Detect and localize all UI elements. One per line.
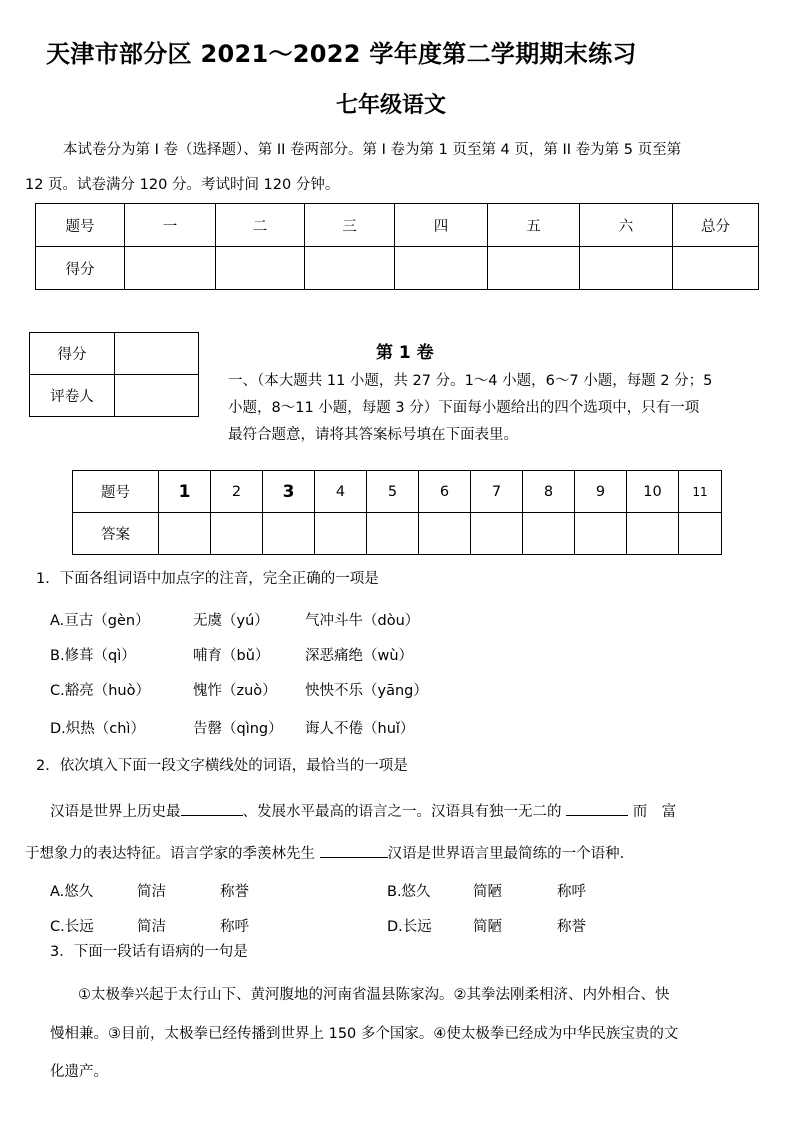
q1-option-b-3: 深恶痛绝（wù） xyxy=(305,648,414,664)
answer-header-cell: 11 xyxy=(679,471,722,513)
q1-option-b-2: 哺育（bǔ） xyxy=(193,648,270,664)
score-input-cell[interactable] xyxy=(395,247,488,290)
score-input-cell[interactable] xyxy=(125,247,216,290)
q2-option-a-1: A.悠久 xyxy=(50,884,94,900)
score-input-cell[interactable] xyxy=(305,247,395,290)
answer-input-cell[interactable] xyxy=(367,513,419,555)
answer-header-cell: 7 xyxy=(471,471,523,513)
intro-line-1: 本试卷分为第 I 卷（选择题）、第 II 卷两部分。第 I 卷为第 1 页至第 4 页，第 II 卷为第 5 页至第 xyxy=(63,142,682,158)
score-header-cell: 四 xyxy=(395,204,488,247)
score-input-cell[interactable] xyxy=(216,247,305,290)
page-title: 天津市部分区 2021～2022 学年度第二学期期末练习 xyxy=(46,40,637,68)
q2-option-a-3: 称誉 xyxy=(220,884,249,900)
answer-input-cell[interactable] xyxy=(315,513,367,555)
answer-header-cell: 10 xyxy=(627,471,679,513)
answer-header-cell: 4 xyxy=(315,471,367,513)
answer-input-cell[interactable] xyxy=(523,513,575,555)
question-3-stem: 3．下面一段话有语病的一句是 xyxy=(50,944,248,960)
q1-option-c-1: C.豁亮（huò） xyxy=(50,683,150,699)
answer-header-cell: 2 xyxy=(211,471,263,513)
q2-passage-text: 汉语是世界语言里最简练的一个语种． xyxy=(387,846,635,862)
answer-input-cell[interactable] xyxy=(159,513,211,555)
score-header-cell: 一 xyxy=(125,204,216,247)
q2-option-a-2: 简洁 xyxy=(137,884,166,900)
score-header-cell: 二 xyxy=(216,204,305,247)
q1-option-a-2: 无虞（yú） xyxy=(193,613,269,629)
answer-row-label: 答案 xyxy=(73,513,159,555)
q1-option-d-1: D.炽热（chì） xyxy=(50,721,145,737)
answer-header-cell: 3 xyxy=(263,471,315,513)
q2-option-b-3: 称呼 xyxy=(557,884,586,900)
answer-header-cell: 5 xyxy=(367,471,419,513)
answer-header-cell: 8 xyxy=(523,471,575,513)
section-instruction-3: 最符合题意，请将其答案标号填在下面表里。 xyxy=(228,427,518,443)
score-table xyxy=(35,203,759,290)
q1-option-d-2: 告罄（qìng） xyxy=(193,721,283,737)
answer-input-cell[interactable] xyxy=(627,513,679,555)
q2-option-c-2: 简洁 xyxy=(137,919,166,935)
answer-input-cell[interactable] xyxy=(471,513,523,555)
section-instruction-2: 小题，8～11 小题，每题 3 分）下面每小题给出的四个选项中，只有一项 xyxy=(228,400,700,416)
score-input-cell[interactable] xyxy=(488,247,580,290)
answer-input-cell[interactable] xyxy=(419,513,471,555)
score-header-cell: 五 xyxy=(488,204,580,247)
grader-name-label: 评卷人 xyxy=(30,375,115,417)
q1-option-a-3: 气冲斗牛（dòu） xyxy=(305,613,420,629)
score-input-cell[interactable] xyxy=(673,247,759,290)
answer-table xyxy=(72,470,722,555)
score-header-cell: 六 xyxy=(580,204,673,247)
grader-name-cell[interactable] xyxy=(115,375,199,417)
score-row-label: 得分 xyxy=(36,247,125,290)
answer-input-cell[interactable] xyxy=(211,513,263,555)
grader-box xyxy=(29,332,199,417)
score-header-cell: 题号 xyxy=(36,204,125,247)
q3-passage-line-2: 慢相兼。③目前，太极拳已经传播到世界上 150 多个国家。④使太极拳已经成为中华民族宝贵的文 xyxy=(50,1026,679,1042)
q1-option-c-2: 愧怍（zuò） xyxy=(193,683,277,699)
score-header-cell: 三 xyxy=(305,204,395,247)
answer-input-cell[interactable] xyxy=(679,513,722,555)
q2-option-d-2: 简陋 xyxy=(473,919,502,935)
section-instruction-1: 一、（本大题共 11 小题，共 27 分。1～4 小题，6～7 小题，每题 2 分；5 xyxy=(228,373,713,389)
q3-passage-line-3: 化遗产。 xyxy=(50,1064,108,1080)
q2-passage-text: 于想象力的表达特征。语言学家的季羡林先生 xyxy=(25,846,315,862)
q1-option-a-1: A.亘古（gèn） xyxy=(50,613,150,629)
q1-option-b-1: B.修葺（qì） xyxy=(50,648,136,664)
question-1-stem: 1．下面各组词语中加点字的注音，完全正确的一项是 xyxy=(36,571,379,587)
score-header-cell: 总分 xyxy=(673,204,759,247)
answer-header-cell: 题号 xyxy=(73,471,159,513)
answer-input-cell[interactable] xyxy=(263,513,315,555)
q2-option-b-1: B.悠久 xyxy=(387,884,431,900)
q3-passage-line-1: ①太极拳兴起于太行山下、黄河腹地的河南省温县陈家沟。②其拳法刚柔相济、内外相合、快 xyxy=(78,987,670,1003)
intro-line-2: 12 页。试卷满分 120 分。考试时间 120 分钟。 xyxy=(25,177,340,193)
q2-passage-line-2 xyxy=(25,842,634,863)
answer-header-cell: 6 xyxy=(419,471,471,513)
q2-option-c-1: C.长远 xyxy=(50,919,94,935)
answer-header-cell: 9 xyxy=(575,471,627,513)
q2-option-d-3: 称誉 xyxy=(557,919,586,935)
fill-blank-3[interactable] xyxy=(320,857,388,858)
fill-blank-1[interactable] xyxy=(181,815,243,816)
score-input-cell[interactable] xyxy=(580,247,673,290)
q2-passage-text: 汉语是世界上历史最 xyxy=(50,804,181,820)
section-title: 第 1 卷 xyxy=(376,343,434,363)
answer-header-cell: 1 xyxy=(159,471,211,513)
question-2-stem: 2．依次填入下面一段文字横线处的词语，最恰当的一项是 xyxy=(36,758,408,774)
fill-blank-2[interactable] xyxy=(566,815,628,816)
q2-option-c-3: 称呼 xyxy=(220,919,249,935)
q1-option-c-3: 怏怏不乐（yāng） xyxy=(305,683,428,699)
q1-option-d-3: 诲人不倦（huǐ） xyxy=(305,721,415,737)
grader-score-cell[interactable] xyxy=(115,333,199,375)
q2-option-d-1: D.长远 xyxy=(387,919,432,935)
q2-passage-text: 而 富 xyxy=(632,804,677,820)
q2-passage-text: 、发展水平最高的语言之一。汉语具有独一无二的 xyxy=(242,804,562,820)
page-subtitle: 七年级语文 xyxy=(336,93,447,118)
answer-input-cell[interactable] xyxy=(575,513,627,555)
grader-score-label: 得分 xyxy=(30,333,115,375)
q2-passage-line-1 xyxy=(50,800,676,821)
q2-option-b-2: 简陋 xyxy=(473,884,502,900)
